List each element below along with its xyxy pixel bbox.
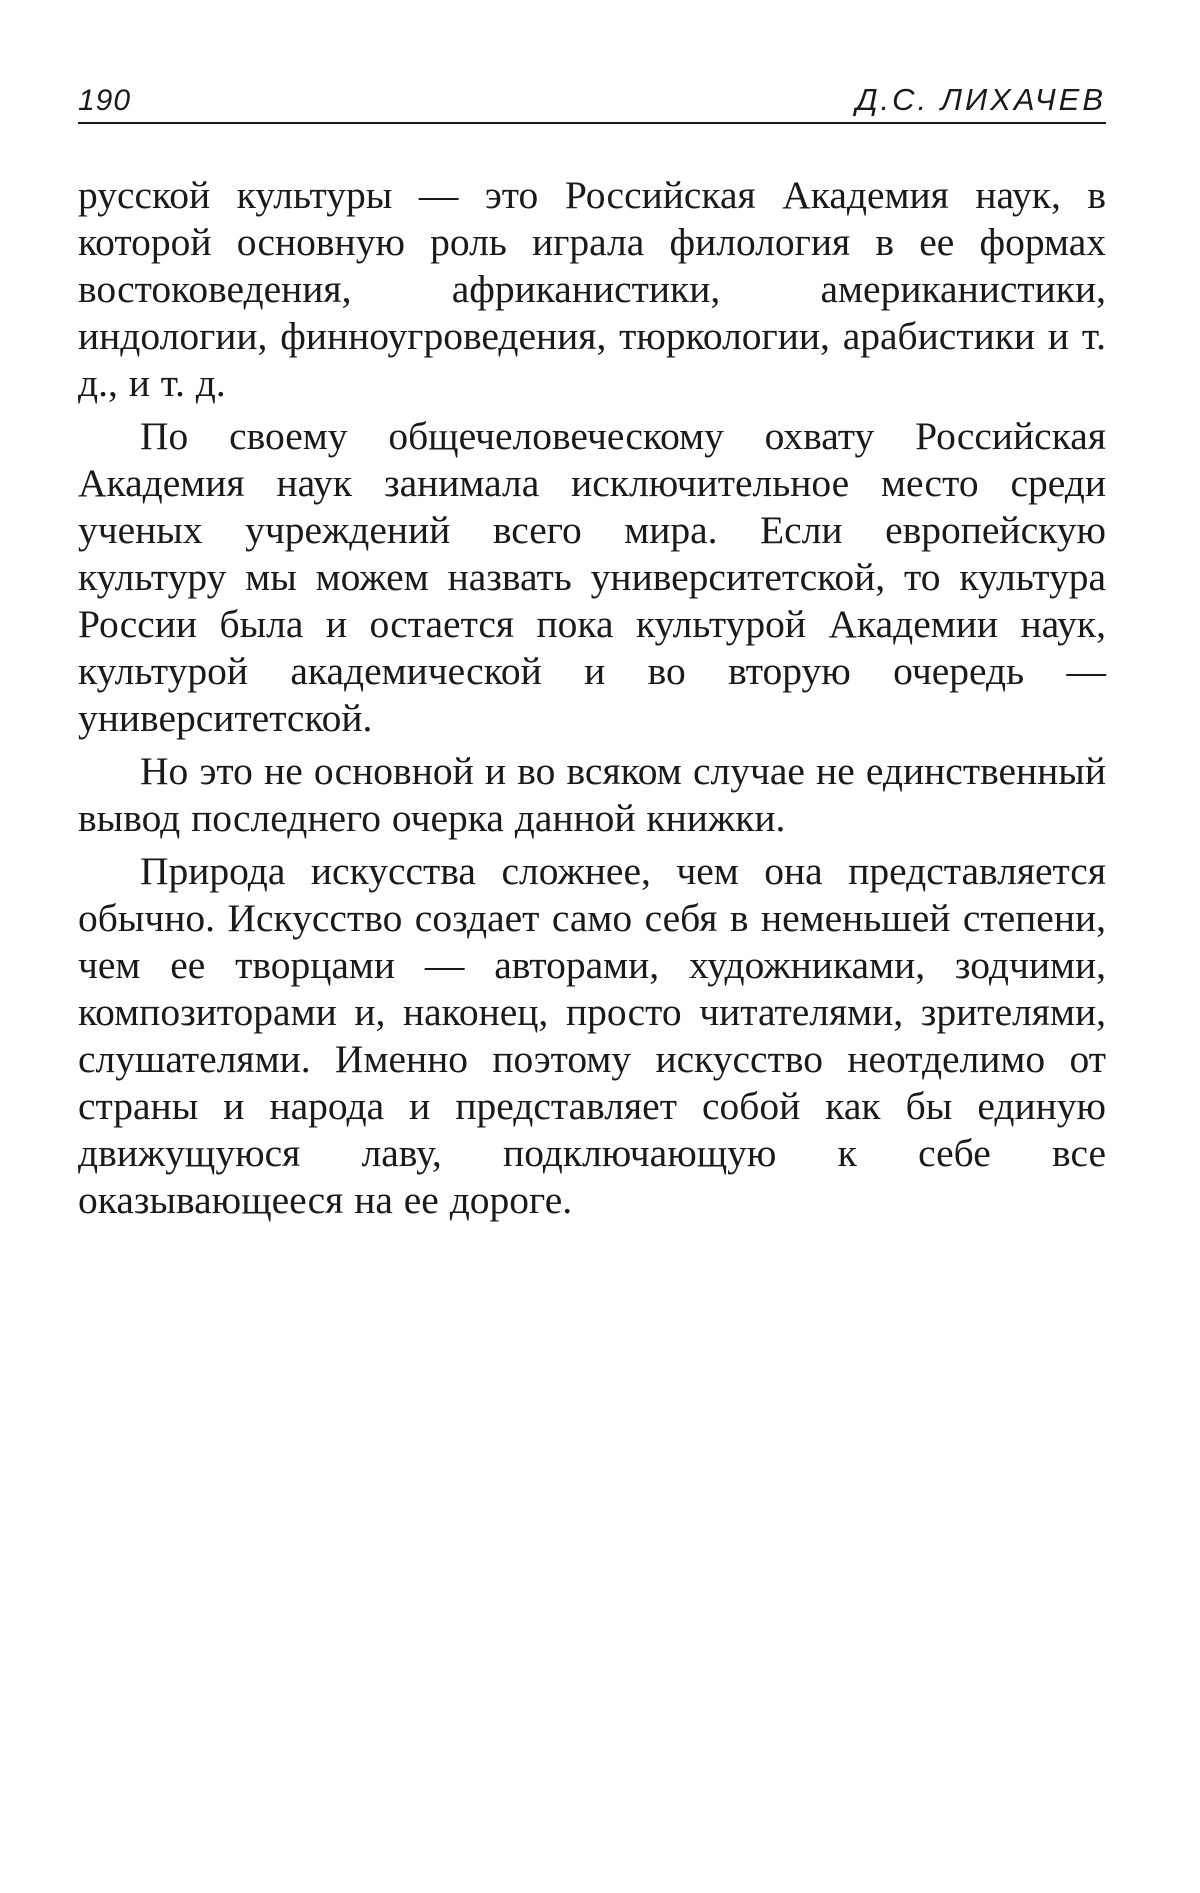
running-head	[78, 72, 1106, 124]
body-text	[78, 172, 1106, 1224]
paragraph: По своему общечеловеческому охвату Российская Академия наук занимала исключительное место среди ученых учреждений всего мира. Если европейскую культуру мы можем назвать университетской, то культура России была и остается пока культурой Академии наук, культурой академической и во вторую очередь — университетской.	[78, 414, 1106, 740]
paragraph: Природа искусства сложнее, чем она представляется обычно. Искусство создает само себя в неменьшей степени, чем ее творцами — авторами, художниками, зодчими, композиторами и, наконец, просто читателями, зрителями, слушателями. Именно поэтому искусство неотделимо от страны и народа и представляет собой как бы единую движущуюся лаву, подключающую к себе все оказывающееся на ее дороге.	[78, 849, 1106, 1222]
paragraph: Но это не основной и во всяком случае не единственный вывод последнего очерка данной книжки.	[78, 749, 1106, 840]
page-number: 190	[78, 84, 132, 117]
running-title: Д.С. ЛИХАЧЕВ	[855, 82, 1106, 117]
paragraph-continuation: русской культуры — это Российская Академия наук, в которой основную роль играла филология в ее формах востоковедения, африканистики, американистики, индологии, финноугроведения, тюркологии, арабистики и т. д., и т. д.	[78, 173, 1106, 405]
